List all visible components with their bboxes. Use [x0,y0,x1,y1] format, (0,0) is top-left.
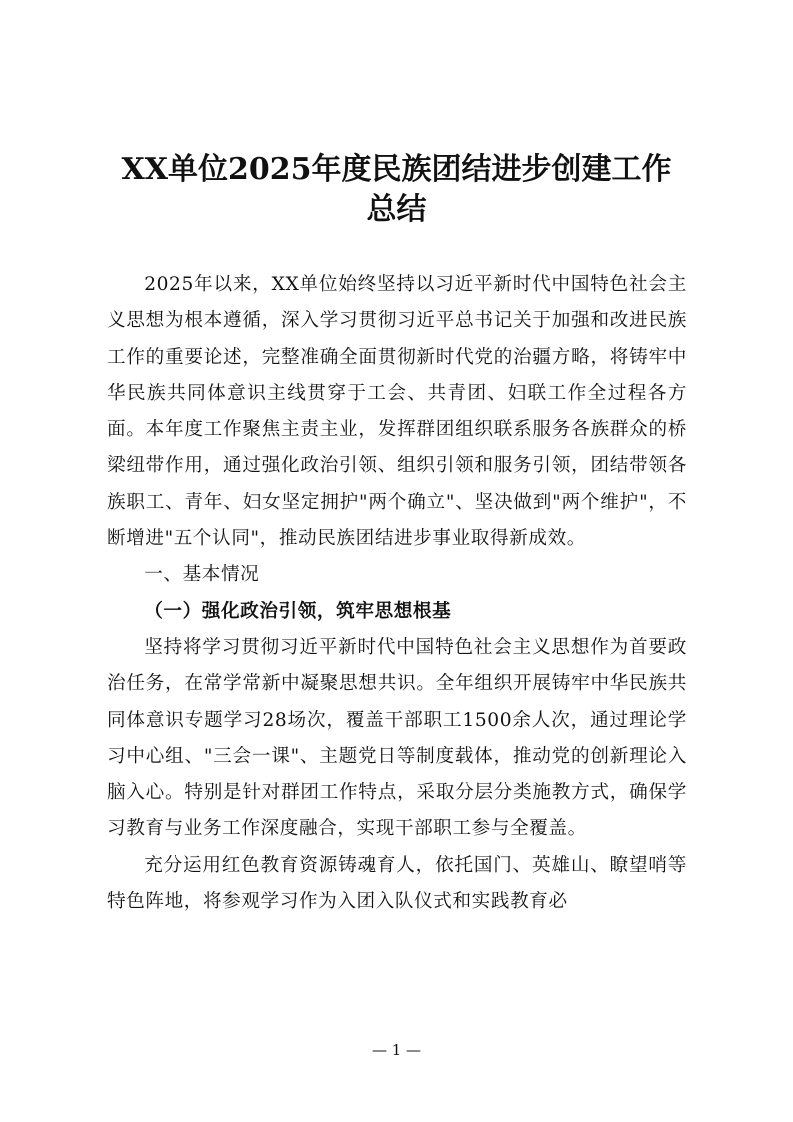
intro-paragraph: 2025年以来，XX单位始终坚持以习近平新时代中国特色社会主义思想为根本遵循，深入学习贯彻习近平总书记关于加强和改进民族工作的重要论述，完整准确全面贯彻新时代党的治疆方略，将铸牢中华民族共同体意识主线贯穿于工会、共青团、妇联工作全过程各方面。本年度工作聚焦主责主业，发挥群团组织联系服务各族群众的桥梁纽带作用，通过强化政治引领、组织引领和服务引领，团结带领各族职工、青年、妇女坚定拥护"两个确立"、坚决做到"两个维护"，不断增进"五个认同"，推动民族团结进步事业取得新成效。 [107,274,687,550]
subsection-heading: （一）强化政治引领，筑牢思想根基 [144,600,452,622]
section-heading: 一、基本情况 [144,564,260,586]
page-number: — 1 — [371,1041,422,1059]
body-paragraph: 充分运用红色教育资源铸魂育人，依托国门、英雄山、瞭望哨等特色阵地，将参观学习作为入团入队仪式和实践教育必 [107,854,687,913]
title-line-1: XX单位2025年度民族团结进步创建工作 [121,152,672,187]
body-paragraph: 坚持将学习贯彻习近平新时代中国特色社会主义思想作为首要政治任务，在常学常新中凝聚思想共识。全年组织开展铸牢中华民族共同体意识专题学习28场次，覆盖干部职工1500余人次，通过理论学习中心组、"三会一课"、主题党日等制度载体，推动党的创新理论入脑入心。特别是针对群团工作特点，采取分层分类施教方式，确保学习教育与业务工作深度融合，实现干部职工参与全覆盖。 [107,636,687,840]
title-line-2: 总结 [366,192,427,227]
document-title [100,150,693,230]
document-body [107,267,687,920]
